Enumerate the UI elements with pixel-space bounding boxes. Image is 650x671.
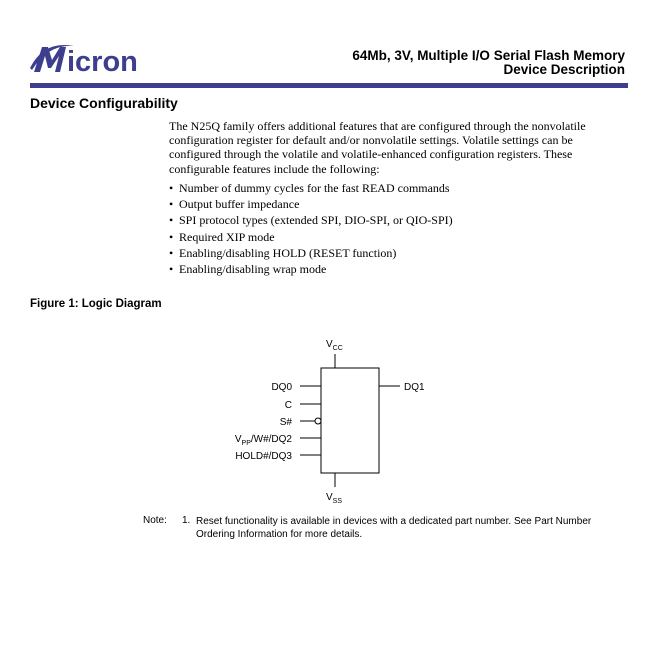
- feature-list: [169, 180, 453, 277]
- intro-paragraph: The N25Q family offers additional features that are configured through the nonvolatile configuration register for default and/or nonvolatile settings. Volatile settings can be configured through the volatile and volatile-enhanced configuration registers. These configurable features include the following:: [169, 119, 586, 176]
- feature-item: • SPI protocol types (extended SPI, DIO-SPI, or QIO-SPI): [169, 212, 453, 228]
- s-pin-inversion-bubble: [315, 418, 321, 424]
- vpp-label: $V_{PP}/W\#/DQ2$: [234, 434, 292, 447]
- feature-item: • Enabling/disabling wrap mode: [169, 261, 453, 277]
- header-title-line1: 64Mb, 3V, Multiple I/O Serial Flash Memory: [352, 48, 625, 63]
- header-title-line2: Device Description: [503, 62, 625, 77]
- vcc-label: $V_{CC}$: [326, 339, 343, 352]
- c-label: C: [284, 400, 292, 411]
- logic-diagram: [200, 330, 460, 505]
- note-text: Reset functionality is available in devices with a dedicated part number. See Part Number Ordering Information for more details.: [196, 516, 592, 540]
- dq0-label: DQ0: [271, 382, 292, 393]
- micron-wordmark: [30, 45, 138, 78]
- feature-item: • Enabling/disabling HOLD (RESET function): [169, 245, 453, 261]
- s-label: S#: [279, 417, 292, 428]
- vss-label: $V_{SS}$: [326, 492, 343, 505]
- hold-label: HOLD#/DQ3: [235, 451, 292, 462]
- micron-logo: [30, 40, 170, 78]
- header-rule: [30, 83, 628, 88]
- feature-item: • Required XIP mode: [169, 229, 453, 245]
- figure-title: Figure 1: Logic Diagram: [30, 298, 162, 310]
- section-title: Device Configurability: [30, 95, 178, 111]
- dq1-label: DQ1: [404, 382, 425, 393]
- note-label: Note:: [143, 515, 167, 526]
- feature-item: • Number of dummy cycles for the fast READ commands: [169, 180, 453, 196]
- chip-body: [321, 368, 379, 473]
- note-number: 1.: [182, 515, 191, 526]
- feature-item: • Output buffer impedance: [169, 196, 453, 212]
- document-header-title: [352, 49, 625, 77]
- svg-text:icron: icron: [67, 46, 138, 78]
